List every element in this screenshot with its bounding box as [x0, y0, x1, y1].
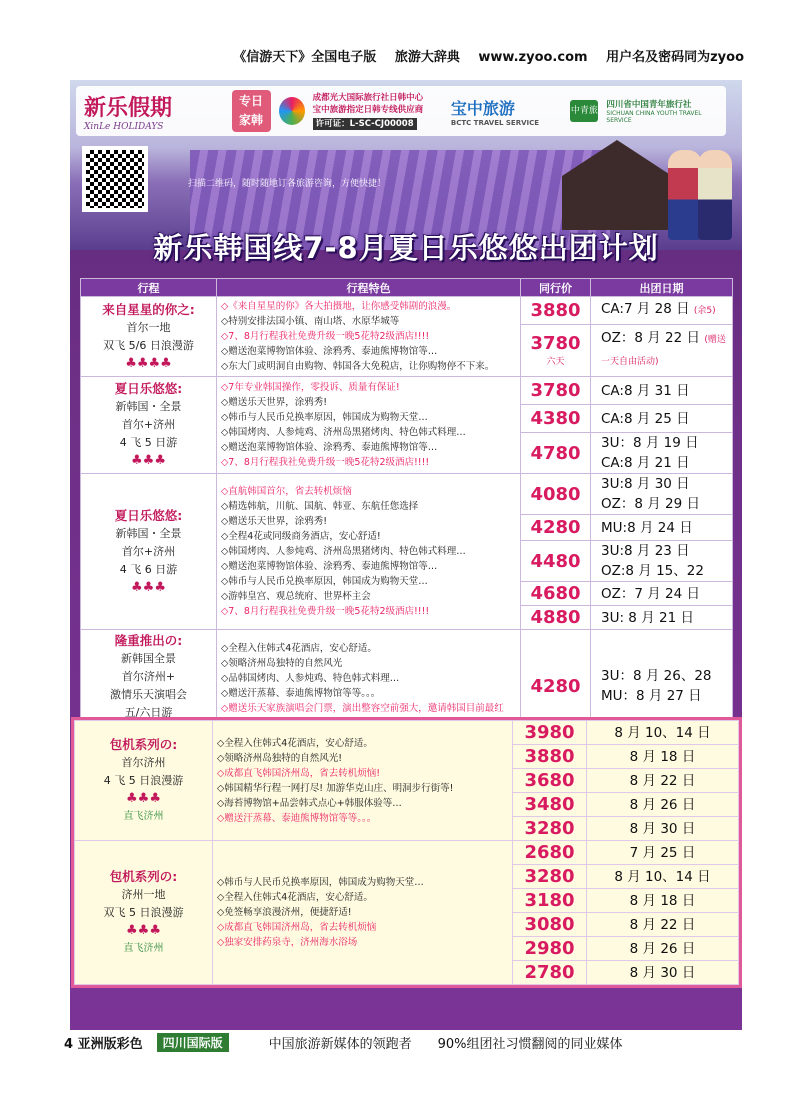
route-line: 首尔+济州 [121, 544, 176, 558]
feature-item: ◇赠送乐天世界，涂鸦秀! [221, 397, 328, 408]
price-cell [521, 582, 591, 606]
qr-code[interactable] [82, 146, 148, 212]
price-cell: 2680 [513, 841, 587, 865]
qr-caption: 扫描二维码，随时随地订各旅游咨询，方便快捷！ [188, 179, 387, 189]
date-cell: 8 月 22 日 [587, 913, 739, 937]
price-value: 4680 [530, 583, 581, 604]
agency-logo-icon [279, 97, 305, 125]
feature-item: ◇全程入住韩式4花酒店，安心舒适。 [221, 643, 377, 654]
departure-date: 3U: 8 月 21 日 [601, 609, 694, 626]
price-cell: 3180 [513, 889, 587, 913]
route-line: 新韩国全景 [121, 652, 176, 665]
direct-flight-note: 直飞济州 [123, 942, 164, 954]
rating-icon: ♣♣♣ [126, 790, 161, 806]
departure-date: CA:8 月 31 日 [601, 382, 690, 399]
feature-item: ◇游韩皇宫、观总统府、世界杯主会 [221, 591, 371, 602]
departure-date: OZ：8 月 29 日 [601, 496, 701, 512]
agency-info [313, 92, 443, 130]
date-cell: 8 月 26 日 [587, 937, 739, 961]
features-cell [217, 297, 521, 377]
brand-name: 新乐假期 [84, 94, 173, 121]
column-header: 出团日期 [591, 279, 733, 297]
brand-sub: XinLe HOLIDAYS [84, 121, 164, 132]
departure-date: 3U：8 月 26、28 [601, 668, 712, 684]
table-row [81, 377, 733, 405]
rating-icon: ♣♣♣ [126, 922, 161, 938]
feature-item: ◇品韩国烤肉、人参炖鸡、特色韩式料理… [221, 673, 400, 684]
price-value: 4480 [530, 550, 581, 572]
feature-item: ◇全程入住韩式4花酒店，安心舒适。 [217, 892, 373, 903]
itinerary-table [80, 278, 733, 743]
price-note: 六天 [546, 357, 565, 368]
price-value: 4080 [530, 483, 581, 505]
feature-item: ◇领略济州岛独特的自然风光 [221, 658, 343, 669]
header-item: 旅游大辞典 [394, 50, 460, 65]
price-cell: 3080 [513, 913, 587, 937]
route-cell [75, 841, 213, 985]
feature-item: ◇赠送汗蒸幕、泰迪熊博物馆等等。。。 [221, 688, 381, 699]
feature-item: ◇领略济州岛独特的自然风光! [217, 752, 343, 764]
route-cell [81, 474, 217, 630]
rating-icon: ♣♣♣ [131, 453, 166, 468]
price-cell: 3280 [513, 817, 587, 841]
route-line: 4 飞 5 日浪漫游 [103, 773, 184, 787]
price-cell: 3880 [513, 745, 587, 769]
advert-frame [70, 80, 742, 1030]
feature-item: ◇7、8月行程我社免费升级一晚5花特2级酒店!!!! [221, 606, 430, 617]
cyts-name: 四川省中国青年旅行社 [606, 100, 692, 110]
feature-item: ◇赠送泡菜博物馆体验、涂鸦秀、泰迪熊博物馆等… [221, 442, 438, 453]
route-cell [81, 297, 217, 377]
price-cell: 2780 [513, 961, 587, 985]
features-cell [213, 841, 513, 985]
route-line: 4 飞 6 日游 [119, 562, 178, 576]
price-value: 4280 [530, 675, 581, 697]
feature-item: ◇独家安排药泉寺，济州海水浴场 [217, 937, 358, 948]
price-value: 3880 [530, 299, 581, 321]
departure-date: MU：8 月 27 日 [601, 688, 702, 704]
route-title: 夏日乐悠悠: [114, 381, 183, 396]
table-row [81, 297, 733, 325]
route-title: 隆重推出の: [114, 633, 183, 648]
price-cell [521, 541, 591, 582]
feature-item: ◇韩币与人民币兑换率原因，韩国成为购物天堂… [217, 877, 424, 888]
hero-banner [70, 80, 742, 250]
column-header: 行程特色 [217, 279, 521, 297]
route-line: 双飞 5 日浪漫游 [103, 905, 184, 919]
header-item: 《信游天下》全国电子版 [233, 50, 377, 65]
feature-item: ◇韩币与人民币兑换率原因，韩国成为购物天堂… [221, 576, 428, 587]
route-line: 首尔济州+ [121, 670, 176, 683]
table-row [75, 841, 739, 865]
date-cell [591, 297, 733, 325]
price-cell [521, 405, 591, 433]
date-cell: 8 月 30 日 [587, 961, 739, 985]
feature-item: ◇7年专业韩国操作，零投诉、质量有保证! [221, 382, 400, 393]
header-url[interactable]: www.zyoo.com [478, 50, 588, 65]
price-cell [521, 377, 591, 405]
departure-date: CA:8 月 21 日 [601, 455, 690, 471]
route-title: 包机系列の: [109, 868, 178, 884]
table-header-row [81, 279, 733, 297]
page-footer [0, 1030, 800, 1054]
departure-date: CA:8 月 25 日 [601, 410, 690, 427]
route-line: 五/六日游 [124, 706, 173, 719]
header-item: 用户名及密码同为zyoo [606, 50, 744, 65]
features-cell [213, 721, 513, 841]
date-cell: 8 月 10、14 日 [587, 865, 739, 889]
route-line: 新韩国・全景 [115, 400, 182, 413]
date-cell [591, 515, 733, 541]
feature-item: ◇赠送汗蒸幕、泰迪熊博物馆等等。。。 [217, 812, 377, 824]
date-note: (赠送一天自由活动) [601, 335, 726, 368]
top-header [0, 46, 800, 72]
price-cell [521, 474, 591, 515]
feature-item: ◇直航韩国首尔，省去转机烦恼 [221, 486, 352, 497]
departure-date: OZ：7 月 24 日 [601, 585, 701, 602]
departure-date: 3U：8 月 19 日 [601, 435, 699, 451]
date-cell [591, 405, 733, 433]
baozhong-logo [451, 96, 563, 127]
feature-item: ◇韩国烤肉、人参炖鸡、济州岛黑猪烤肉、特色韩式料理… [221, 427, 466, 438]
departure-date: CA:7 月 28 日 [601, 301, 690, 318]
page-number: 4 亚洲版彩色 [64, 1036, 143, 1052]
rating-icon: ♣♣♣ [131, 579, 166, 595]
rating-icon: ♣♣♣♣ [125, 355, 172, 371]
feature-item: ◇精选韩航，川航、国航、韩亚、东航任您选择 [221, 501, 419, 512]
korea-japan-badge: 专日 家韩 [232, 90, 271, 132]
feature-item: ◇7、8月行程我社免费升级一晚5花特2级酒店!!!! [221, 457, 430, 468]
route-title: 包机系列の: [109, 736, 178, 752]
price-cell [521, 515, 591, 541]
feature-item: ◇全程4花或同级商务酒店，安心舒适! [221, 531, 381, 542]
qr-code-pattern [86, 150, 144, 208]
departure-date: OZ:8 月 15、22 [601, 563, 704, 579]
route-line: 首尔一地 [126, 320, 171, 334]
cyts-logo-icon: 中青旅 [570, 100, 598, 122]
cyts-info [606, 98, 718, 124]
price-cell: 3980 [513, 721, 587, 745]
price-cell: 3680 [513, 769, 587, 793]
feature-item: ◇韩国烤肉、人参炖鸡、济州岛黑猪烤肉、特色韩式料理… [221, 546, 466, 557]
partner-name: 宝中旅游 [450, 98, 515, 118]
license-number: 许可证：L-SC-CJ00008 [313, 118, 417, 130]
feature-item: ◇《来自星星的你》各大拍摄地，让你感受韩剧的浪漫。 [221, 301, 457, 312]
price-cell [521, 433, 591, 474]
table-row [75, 721, 739, 745]
features-cell [217, 474, 521, 630]
column-header: 行程 [81, 279, 217, 297]
feature-item: ◇7、8月行程我社免费升级一晚5花特2级酒店!!!! [221, 331, 430, 342]
date-cell: 8 月 10、14 日 [587, 721, 739, 745]
feature-item: ◇全程入住韩式4花酒店，安心舒适。 [217, 737, 373, 749]
route-line: 首尔济州 [121, 755, 166, 769]
agency-line: 宝中旅游指定日韩专线供应商 [312, 105, 424, 115]
feature-item: ◇韩国精华行程一网打尽! 加游华克山庄、明洞步行街等! [217, 782, 454, 794]
price-cell [521, 606, 591, 630]
route-cell [81, 377, 217, 474]
price-value: 3780 [530, 380, 581, 401]
date-cell [591, 606, 733, 630]
price-cell: 2980 [513, 937, 587, 961]
departure-date: MU:8 月 24 日 [601, 519, 693, 536]
partner-sub: BCTC TRAVEL SERVICE [450, 118, 540, 127]
route-line: 4 飞 5 日游 [119, 436, 178, 449]
xinle-logo [84, 91, 224, 132]
date-cell: 8 月 26 日 [587, 793, 739, 817]
price-cell [521, 297, 591, 325]
date-cell: 7 月 25 日 [587, 841, 739, 865]
route-line: 首尔+济州 [121, 418, 176, 431]
table-row [81, 474, 733, 515]
date-cell [591, 582, 733, 606]
route-line: 新韩国・全景 [115, 526, 182, 540]
price-value: 4780 [530, 442, 581, 464]
price-cell: 3280 [513, 865, 587, 889]
route-line: 激情乐天演唱会 [110, 688, 187, 701]
feature-item: ◇韩币与人民币兑换率原因，韩国成为购物天堂… [221, 412, 428, 423]
direct-flight-note: 直飞济州 [123, 810, 164, 822]
route-line: 双飞 5/6 日浪漫游 [103, 338, 194, 352]
date-cell: 8 月 18 日 [587, 745, 739, 769]
date-cell [591, 377, 733, 405]
edition-tag: 四川国际版 [157, 1033, 229, 1052]
feature-item: ◇成都直飞韩国济州岛，省去转机烦恼 [217, 922, 377, 933]
departure-date: 3U:8 月 30 日 [601, 476, 690, 492]
departure-date: 3U:8 月 23 日 [601, 543, 690, 559]
feature-item: ◇赠送泡菜博物馆体验、涂鸦秀、泰迪熊博物馆等… [221, 561, 438, 572]
date-cell: 8 月 30 日 [587, 817, 739, 841]
price-cell [521, 324, 591, 376]
page-title: 新乐韩国线7-8月夏日乐悠悠出团计划 [153, 231, 659, 265]
price-cell: 3480 [513, 793, 587, 817]
column-header: 同行价 [521, 279, 591, 297]
date-cell: 8 月 22 日 [587, 769, 739, 793]
feature-item: ◇赠送乐天世界，涂鸦秀! [221, 516, 328, 527]
price-value: 4380 [530, 408, 581, 429]
feature-item: ◇赠送乐天家族演唱会门票，演出整容空前强大，邀请韩国目前最红 [221, 703, 504, 714]
feature-item: ◇赠送泡菜博物馆体验、涂鸦秀、泰迪熊博物馆等… [221, 346, 438, 357]
feature-item: ◇免签畅享浪漫济州，便捷舒适! [217, 907, 352, 918]
features-cell [217, 377, 521, 474]
route-cell [75, 721, 213, 841]
agency-line: 成都光大国际旅行社日韩中心 [312, 93, 424, 103]
date-cell: 8 月 18 日 [587, 889, 739, 913]
route-title: 夏日乐悠悠: [114, 507, 183, 523]
departure-date: OZ：8 月 22 日 [601, 330, 701, 347]
feature-item: ◇东大门或明洞自由购物、韩国各大免税店，让你购物停不下来。 [221, 361, 495, 372]
feature-item: ◇海苔博物馆+品尝韩式点心+韩服体验等… [217, 797, 402, 809]
date-cell [591, 541, 733, 582]
cyts-sub: SICHUAN CHINA YOUTH TRAVEL SERVICE [606, 110, 702, 124]
price-value: 4880 [530, 607, 581, 628]
date-note: (余5) [693, 306, 716, 317]
price-value: 4280 [530, 517, 581, 538]
date-cell [591, 324, 733, 376]
feature-item: ◇成都直飞韩国济州岛，省去转机烦恼! [217, 767, 381, 779]
logo-strip [76, 86, 726, 136]
feature-item: ◇特别安排法国小镇、南山塔、水原华城等 [221, 316, 400, 327]
price-value: 3780 [530, 333, 581, 355]
date-cell [591, 474, 733, 515]
route-line: 济州一地 [121, 887, 166, 901]
date-cell [591, 433, 733, 474]
footer-slogan: 中国旅游新媒体的领跑者 90%组团社习惯翻阅的同业媒体 [268, 1036, 623, 1052]
charter-table [74, 720, 739, 985]
route-title: 来自星星的你之: [102, 301, 195, 317]
